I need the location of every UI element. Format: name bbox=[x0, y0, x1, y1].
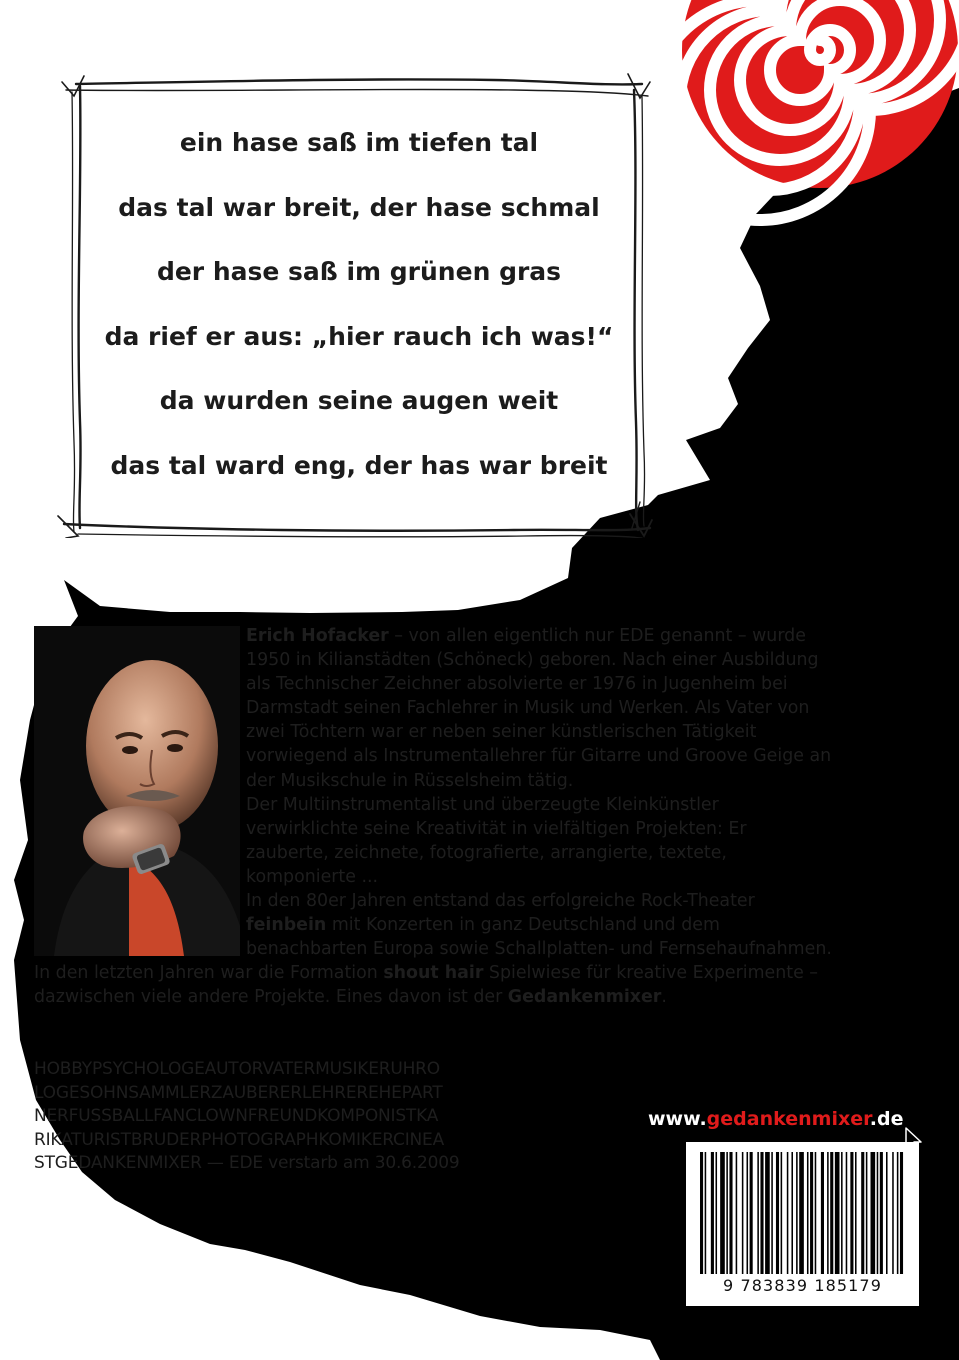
bio-p3-text-a: In den 80er Jahren entstand das erfolgreiche Rock-Theater bbox=[246, 891, 755, 912]
bio-p3-text-c: Spielwiese für kreative Experimente – dazwischen viele andere Projekte. Eines davon ist der bbox=[34, 963, 819, 1008]
role-words-line-3: NERFUSSBALLFANCLOWNFREUNDKOMPONISTKA bbox=[34, 1106, 439, 1127]
barcode-bar bbox=[711, 1152, 714, 1274]
barcode-bar bbox=[835, 1152, 840, 1274]
bio-p3-end: . bbox=[661, 987, 667, 1008]
barcode-bar bbox=[736, 1152, 738, 1274]
barcode-bar bbox=[846, 1152, 848, 1274]
barcode-bar bbox=[850, 1152, 853, 1274]
barcode-bar bbox=[886, 1152, 888, 1274]
barcode-bar bbox=[866, 1152, 868, 1274]
author-biography bbox=[34, 624, 834, 1010]
barcode-icon bbox=[696, 1152, 909, 1274]
barcode-bar bbox=[861, 1152, 864, 1274]
spiral-icon bbox=[670, 0, 959, 240]
poem-line-2: das tal war breit, der hase schmal bbox=[118, 193, 600, 222]
role-words-line-4: RIKATURISTBRUDERPHOTOGRAPHKOMIKERCINEA bbox=[34, 1129, 445, 1150]
barcode-bar bbox=[776, 1152, 779, 1274]
website-link[interactable] bbox=[648, 1108, 903, 1130]
barcode-bar bbox=[750, 1152, 753, 1274]
barcode-bar bbox=[892, 1152, 894, 1274]
barcode-bar bbox=[787, 1152, 789, 1274]
website-suffix: .de bbox=[869, 1108, 904, 1130]
barcode-bar bbox=[807, 1152, 809, 1274]
role-words-line-5: STGEDANKENMIXER — EDE verstarb am 30.6.2009 bbox=[34, 1153, 460, 1174]
poem-line-4: da rief er aus: „hier rauch ich was!“ bbox=[104, 322, 614, 351]
bio-paragraph-2: Der Multiinstrumentalist und überzeugte Kleinkünstler verwirklichte seine Kreativität in vielfältigen Projekten: Er zauberte, zeichnete, fotografierte, arrangierte, textete, komponierte ... bbox=[246, 794, 747, 887]
barcode-bar bbox=[720, 1152, 725, 1274]
barcode-bar bbox=[700, 1152, 703, 1274]
bio-intro-text: – von allen eigentlich nur EDE genannt – wurde 1950 in Kilianstädten (Schöneck) geboren. Nach einer Ausbildung als Technischer Zeichner absolvierte er 1976 in Jugenheim bei Darmstadt seinen Fachlehrer in Musik und Werken. Als Vater von zwei Töchtern war er neben seiner künstlerischen Tätigkeit vorwiegend als Instrumentallehrer für Gitarre und Groove Geige an der Musikschule in Rüsselsheim tätig. bbox=[246, 626, 832, 791]
barcode-bar bbox=[871, 1152, 876, 1274]
barcode-bar bbox=[810, 1152, 813, 1274]
isbn-number: 9 783839 185179 bbox=[722, 1276, 882, 1295]
bio-p3-text-b: mit Konzerten in ganz Deutschland und dem benachbarten Europa sowie Schallplatten- und Fernsehaufnahmen. In den letzten Jahren war die Formation bbox=[34, 915, 832, 984]
barcode-bar bbox=[781, 1152, 783, 1274]
band-name-shout-hair: shout hair bbox=[383, 963, 484, 984]
barcode-bar bbox=[765, 1152, 770, 1274]
barcode-bar bbox=[729, 1152, 732, 1274]
barcode-bar bbox=[791, 1152, 793, 1274]
role-words-line-1: HOBBYPSYCHOLOGEAUTORVATERMUSIKERUHRO bbox=[34, 1059, 440, 1079]
barcode-bar bbox=[799, 1152, 804, 1274]
barcode-box bbox=[686, 1142, 919, 1306]
barcode-bar bbox=[880, 1152, 883, 1274]
barcode-bar bbox=[796, 1152, 798, 1274]
barcode-bar bbox=[771, 1152, 773, 1274]
barcode-bar bbox=[757, 1152, 759, 1274]
role-words-block bbox=[34, 1058, 534, 1176]
barcode-bar bbox=[897, 1152, 899, 1274]
barcode-bar bbox=[815, 1152, 817, 1274]
poem-line-3: der hase saß im grünen gras bbox=[156, 257, 562, 286]
website-prefix: www. bbox=[648, 1108, 707, 1130]
role-words-line-2: LOGESOHNSAMMLERZAUBERERLEHREREHEPART bbox=[34, 1082, 443, 1103]
photo-spacer bbox=[34, 624, 246, 954]
band-name-feinbein: feinbein bbox=[246, 915, 327, 936]
barcode-bar bbox=[877, 1152, 879, 1274]
poem-line-5: da wurden seine augen weit bbox=[159, 386, 559, 415]
website-highlight: gedankenmixer bbox=[706, 1108, 870, 1130]
barcode-bar bbox=[841, 1152, 843, 1274]
barcode-bar bbox=[716, 1152, 718, 1274]
barcode-bar bbox=[827, 1152, 829, 1274]
barcode-bar bbox=[742, 1152, 744, 1274]
barcode-bar bbox=[821, 1152, 824, 1274]
barcode-bar bbox=[830, 1152, 833, 1274]
poem-line-1: ein hase saß im tiefen tal bbox=[179, 128, 539, 157]
author-name: Erich Hofacker bbox=[246, 626, 389, 646]
barcode-bar bbox=[705, 1152, 707, 1274]
barcode-bar bbox=[760, 1152, 763, 1274]
barcode-bar bbox=[900, 1152, 903, 1274]
project-name-gedankenmixer: Gedankenmixer bbox=[507, 987, 662, 1008]
poem-line-6: das tal ward eng, der has war breit bbox=[110, 451, 608, 480]
barcode-bar bbox=[726, 1152, 728, 1274]
barcode-bar bbox=[855, 1152, 857, 1274]
barcode-bar bbox=[747, 1152, 749, 1274]
